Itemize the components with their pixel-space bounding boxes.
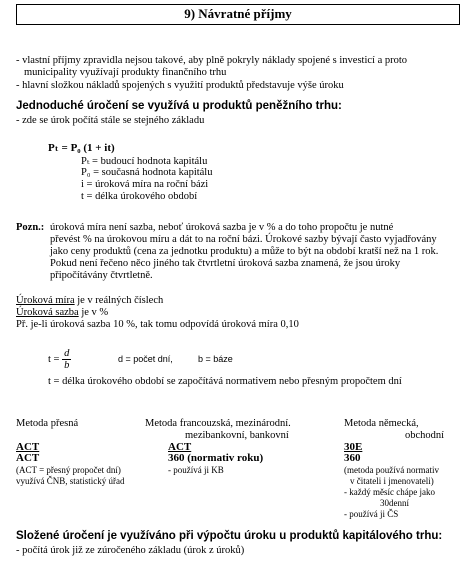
rate-term-mira: Úroková míra	[16, 295, 75, 306]
rate-example: Př. je-li úroková sazba 10 %, tak tomu odpovídá úroková míra 0,10	[16, 319, 299, 330]
method-french-code2: 360 (normativ roku)	[168, 452, 264, 464]
method-french-code: ACT	[168, 441, 192, 453]
note-label: Pozn.:	[16, 222, 45, 233]
method-exact-code2: ACT	[16, 452, 40, 464]
method-french-name: Metoda francouzská, mezinárodní.	[145, 418, 291, 429]
formula-def-i: i = úroková míra na roční bázi	[81, 179, 209, 190]
t-formula: t = $\frac{d}{b}$	[48, 348, 70, 371]
rate-term-sazba: Úroková sazba	[16, 307, 79, 318]
method-german-note-1: (metoda používá normativ	[344, 465, 439, 475]
method-french-note-1: - používá ji KB	[168, 465, 224, 475]
note-line-3: jako ceny produktů (cena za jednotku produktu) a může to být na období kratší než na 1 rok.	[50, 246, 439, 257]
method-exact-note-1: (ACT = přesný propočet dní)	[16, 465, 121, 475]
formula-def-p0: P₀ = současná hodnota kapitálu	[81, 167, 213, 178]
method-german-note-2: v čitateli i jmenovateli)	[350, 476, 434, 486]
method-exact-name: Metoda přesná	[16, 418, 79, 429]
simple-interest-line: - zde se úrok počítá stále se stejného základu	[16, 115, 205, 126]
method-german-name-2: obchodní	[405, 430, 445, 441]
method-german-note-4: 30denní	[380, 498, 409, 508]
method-french-name-2: mezibankovní, bankovní	[185, 430, 289, 441]
intro-bullet-1: - vlastní příjmy zpravidla nejsou takové, aby plně pokryly náklady spojené s investicí a proto	[16, 55, 408, 66]
compound-interest-line: - počítá úrok již ze zúročeného základu (úrok z úroků)	[16, 545, 245, 556]
t-description: t = délka úrokového období se započítává normativem nebo přesným propočtem dní	[48, 376, 402, 387]
method-german-code2: 360	[344, 452, 361, 464]
method-german-name: Metoda německá,	[344, 418, 419, 429]
d-definition: d = počet dní,	[118, 354, 173, 364]
note-line-2: převést % na úrokovou míru a dát to na roční bázi. Úrokové sazby bývají často vyjadřovány	[50, 234, 437, 245]
rate-line-2: Úroková sazba je v %	[16, 307, 109, 318]
note-line-5: připočítávány čtvrtletně.	[50, 270, 153, 281]
formula-def-t: t = délka úrokového období	[81, 191, 198, 202]
formula-def-pt: Pₜ = budoucí hodnota kapitálu	[81, 156, 208, 167]
intro-bullet-1-cont: municipality využívají produkty finančního trhu	[24, 67, 227, 78]
method-exact-code: ACT	[16, 441, 40, 453]
intro-bullet-2: - hlavní složkou nákladů spojených s využití produktů představuje výše úroku	[16, 80, 344, 91]
b-definition: b = báze	[198, 354, 233, 364]
page-title: 9) Návratné příjmy	[16, 4, 460, 25]
compound-interest-heading: Složené úročení je využíváno při výpočtu úroku u produktů kapitálového trhu:	[16, 530, 443, 542]
method-german-note-5: - používá ji ČS	[344, 509, 399, 519]
method-exact-note-2: využívá ČNB, statistický úřad	[16, 476, 125, 486]
note-line-1: úroková míra není sazba, neboť úroková sazba je v % a do toho propočtu je nutné	[50, 222, 394, 233]
simple-formula: Pₜ = P₀ (1 + it)	[48, 142, 115, 154]
rate-line-1: Úroková míra je v reálných číslech	[16, 295, 164, 306]
note-line-4: Pokud není řečeno něco jiného tak čtvrtletní úroková sazba znamená, že jsou úroky	[50, 258, 401, 269]
method-german-code: 30E	[344, 441, 363, 453]
simple-interest-heading: Jednoduché úročení se využívá u produktů peněžního trhu:	[16, 100, 342, 112]
fraction-d-over-b: $\frac{d}{b}$	[64, 348, 70, 371]
method-german-note-3: - každý měsíc chápe jako	[344, 487, 435, 497]
